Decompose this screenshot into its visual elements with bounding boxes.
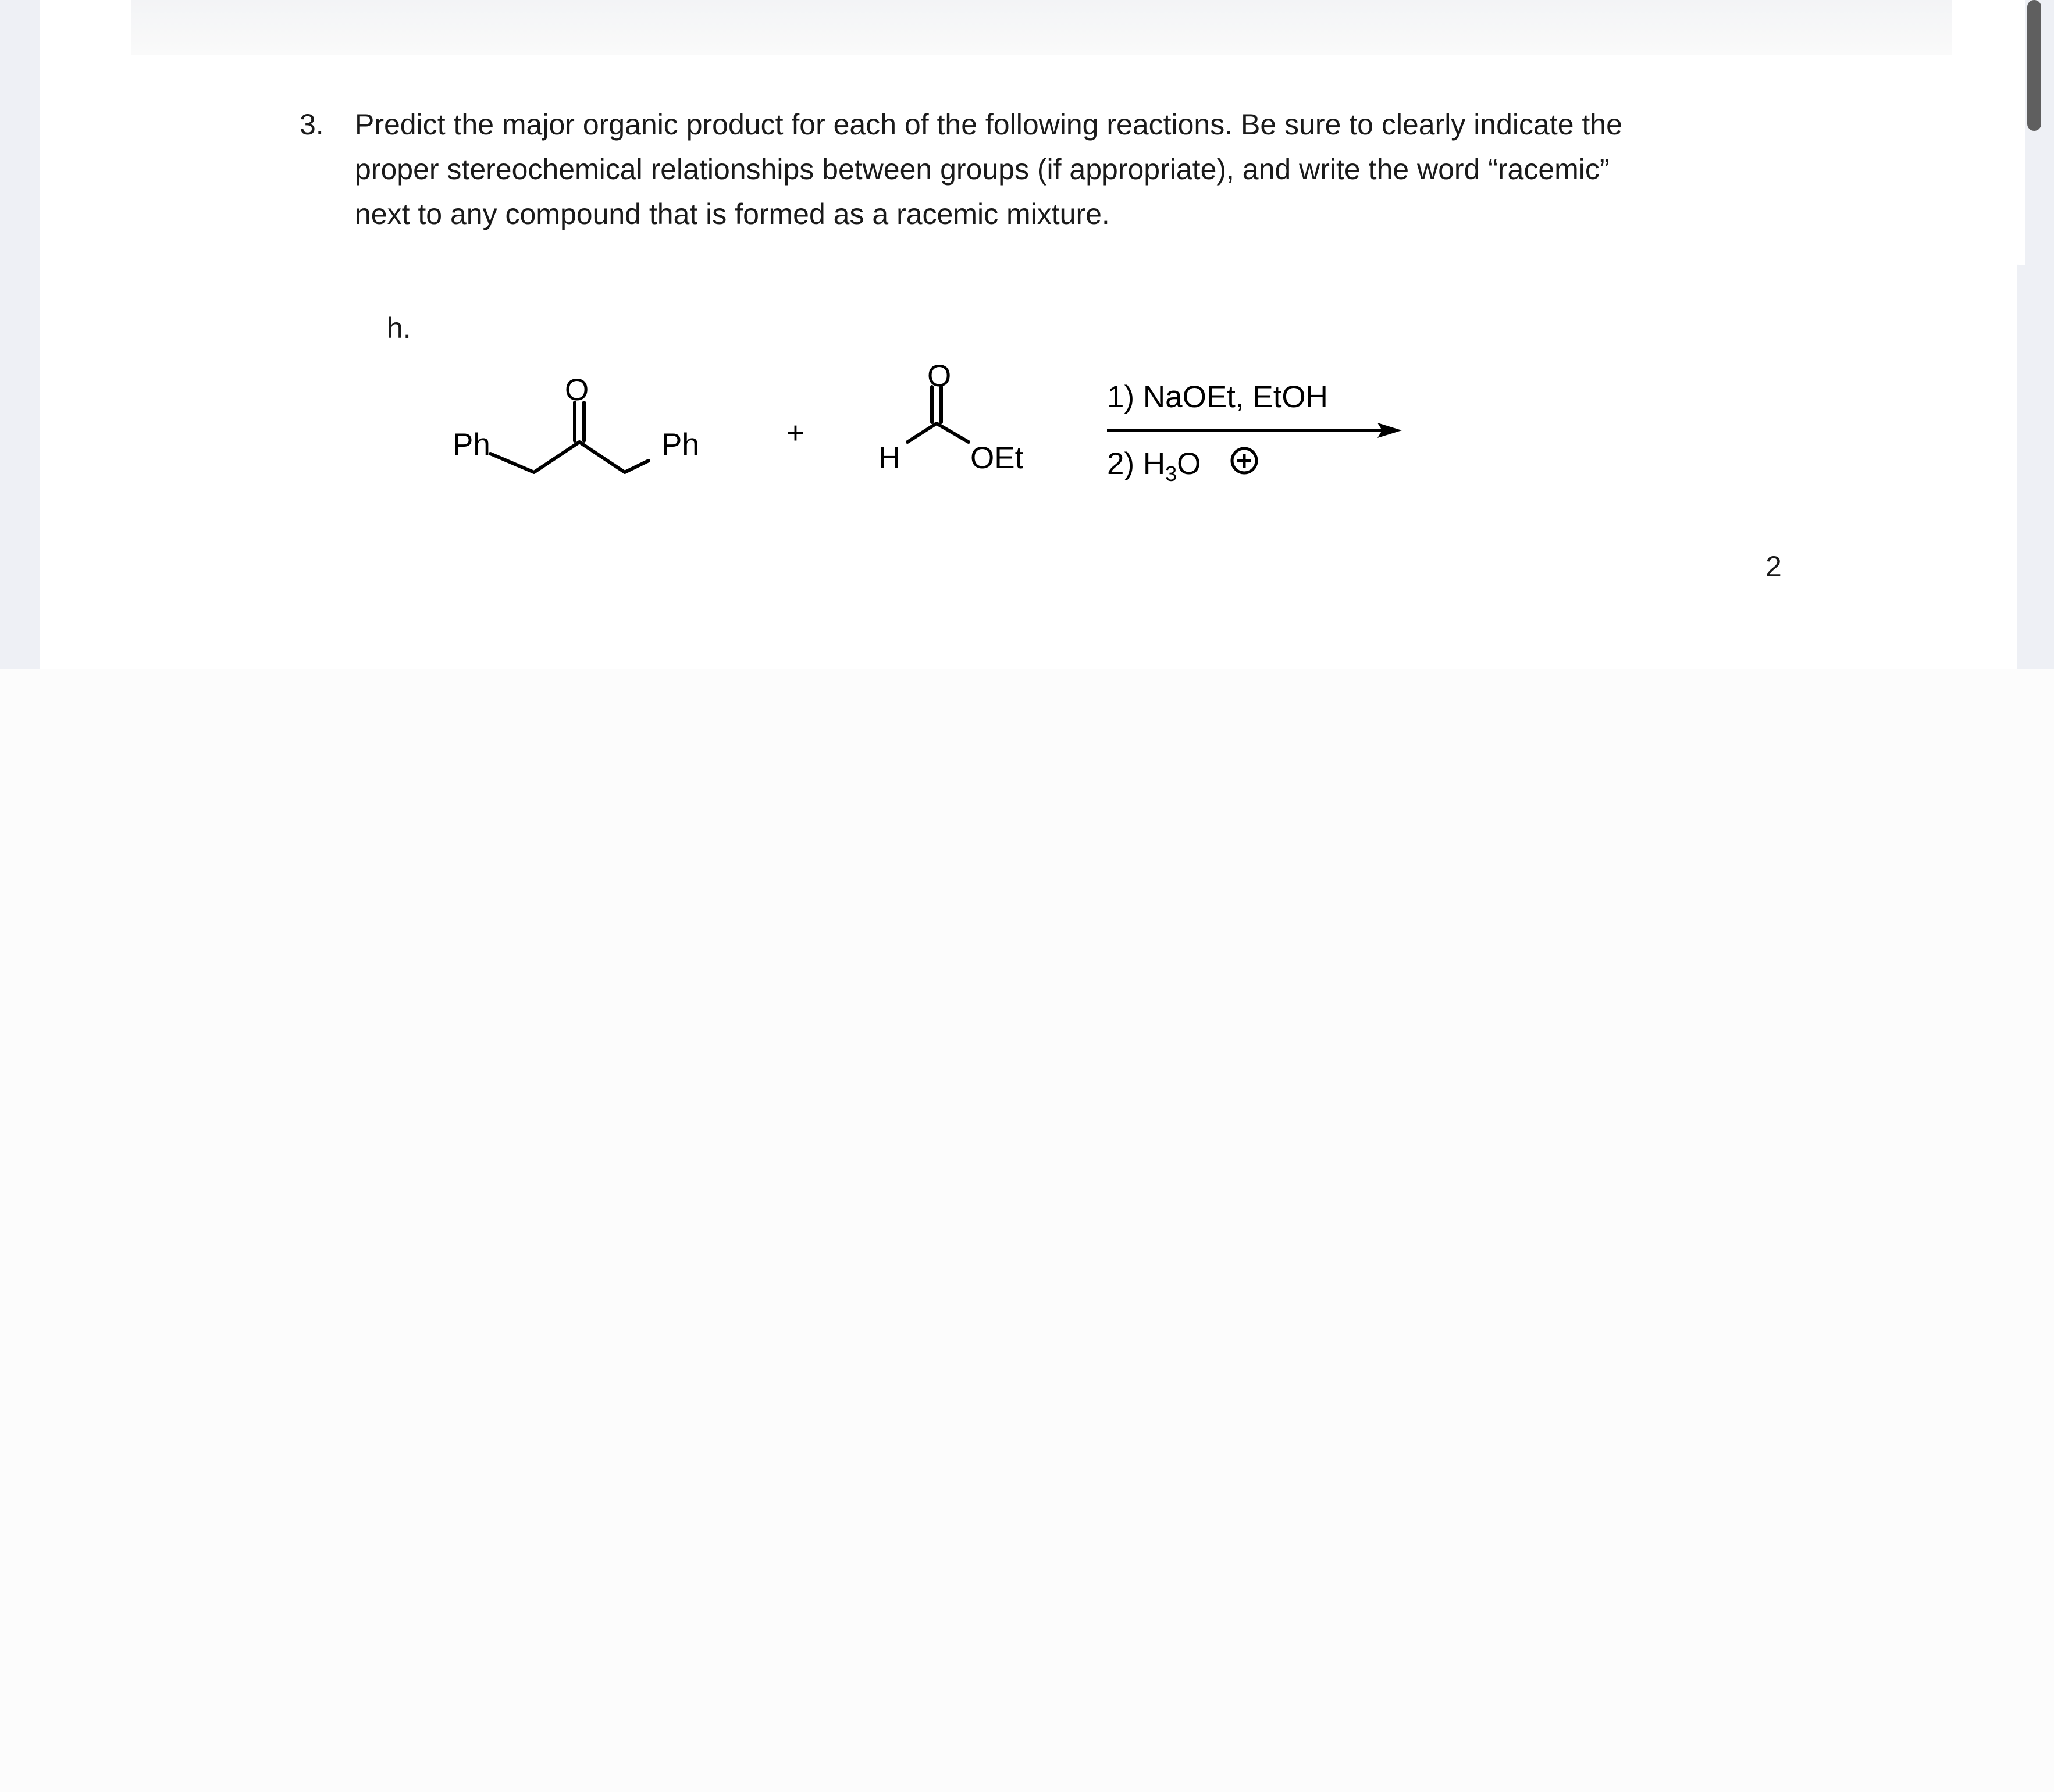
question-number: 3.	[300, 108, 324, 141]
reactant-dibenzyl-ketone	[490, 402, 649, 472]
formate-bond-chain	[907, 423, 969, 442]
reaction-scheme	[0, 0, 2054, 669]
question-text-line: proper stereochemical relationships between groups (if appropriate), and write the word “racemic”	[355, 153, 1610, 186]
hydrogen-label: H	[878, 441, 901, 475]
ethoxy-label: OEt	[970, 441, 1024, 475]
ketone-bond-chain	[490, 442, 649, 472]
positive-charge-icon	[1232, 448, 1256, 473]
question-text-line: next to any compound that is formed as a racemic mixture.	[355, 198, 1110, 230]
condition-step-1: 1) NaOEt, EtOH	[1107, 380, 1328, 414]
plus-sign: +	[786, 416, 804, 450]
part-label: h.	[387, 312, 411, 344]
reactant-ethyl-formate	[907, 387, 969, 442]
carbonyl-oxygen-label: O	[927, 359, 952, 393]
page-number: 2	[1765, 550, 1782, 583]
phenyl-label-left: Ph	[453, 427, 490, 462]
phenyl-label-right: Ph	[661, 427, 699, 462]
condition-step-2: 2) $H_3O$	[1107, 447, 1201, 486]
question-text-line: Predict the major organic product for each of the following reactions. Be sure to clearly indicate the	[355, 108, 1622, 141]
carbonyl-oxygen-label: O	[565, 373, 589, 407]
